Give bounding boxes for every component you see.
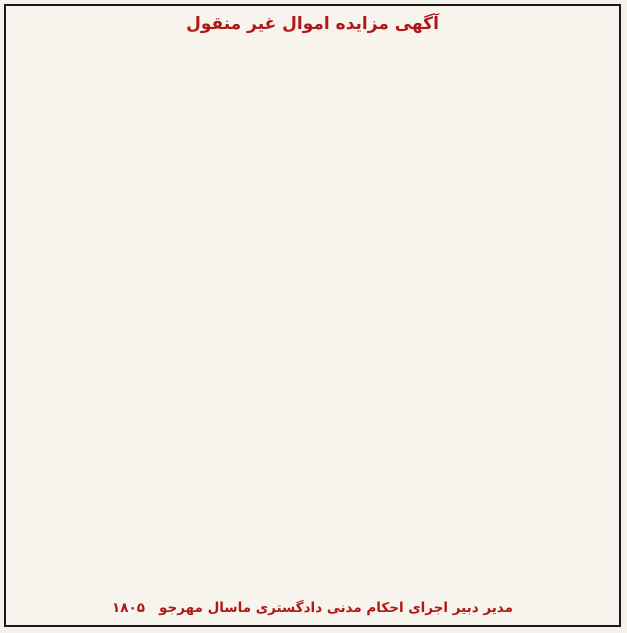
- body-line: [16, 316, 609, 337]
- notice-body: [16, 38, 609, 627]
- body-line: [16, 273, 609, 294]
- body-line: [16, 359, 609, 380]
- body-line: [16, 466, 609, 487]
- body-line: [16, 166, 609, 187]
- notice-title: آگهی مزایده اموال غیر منقول: [186, 14, 439, 34]
- body-line: [16, 380, 609, 401]
- body-line: [16, 81, 609, 102]
- body-line: [16, 337, 609, 358]
- body-line: [16, 38, 609, 59]
- body-line: [16, 188, 609, 209]
- body-line: [16, 551, 609, 572]
- body-line: [16, 402, 609, 423]
- notice-code: ۱۸۰۵: [112, 600, 146, 616]
- body-line: [16, 124, 609, 145]
- body-line: [16, 573, 609, 594]
- body-line: [16, 145, 609, 166]
- body-line: [16, 209, 609, 230]
- body-line: [16, 59, 609, 80]
- body-line: [16, 530, 609, 551]
- body-line: [16, 252, 609, 273]
- body-line: [16, 102, 609, 123]
- notice-footer: [16, 597, 609, 619]
- body-line: [16, 423, 609, 444]
- signature: مدیر دبیر اجرای احکام مدنی دادگستری ماسال مهرجو: [159, 600, 513, 616]
- body-line: [16, 231, 609, 252]
- body-line: [16, 295, 609, 316]
- body-line: [16, 509, 609, 530]
- body-line: [16, 444, 609, 465]
- body-line: [16, 487, 609, 508]
- legal-notice: [4, 4, 621, 627]
